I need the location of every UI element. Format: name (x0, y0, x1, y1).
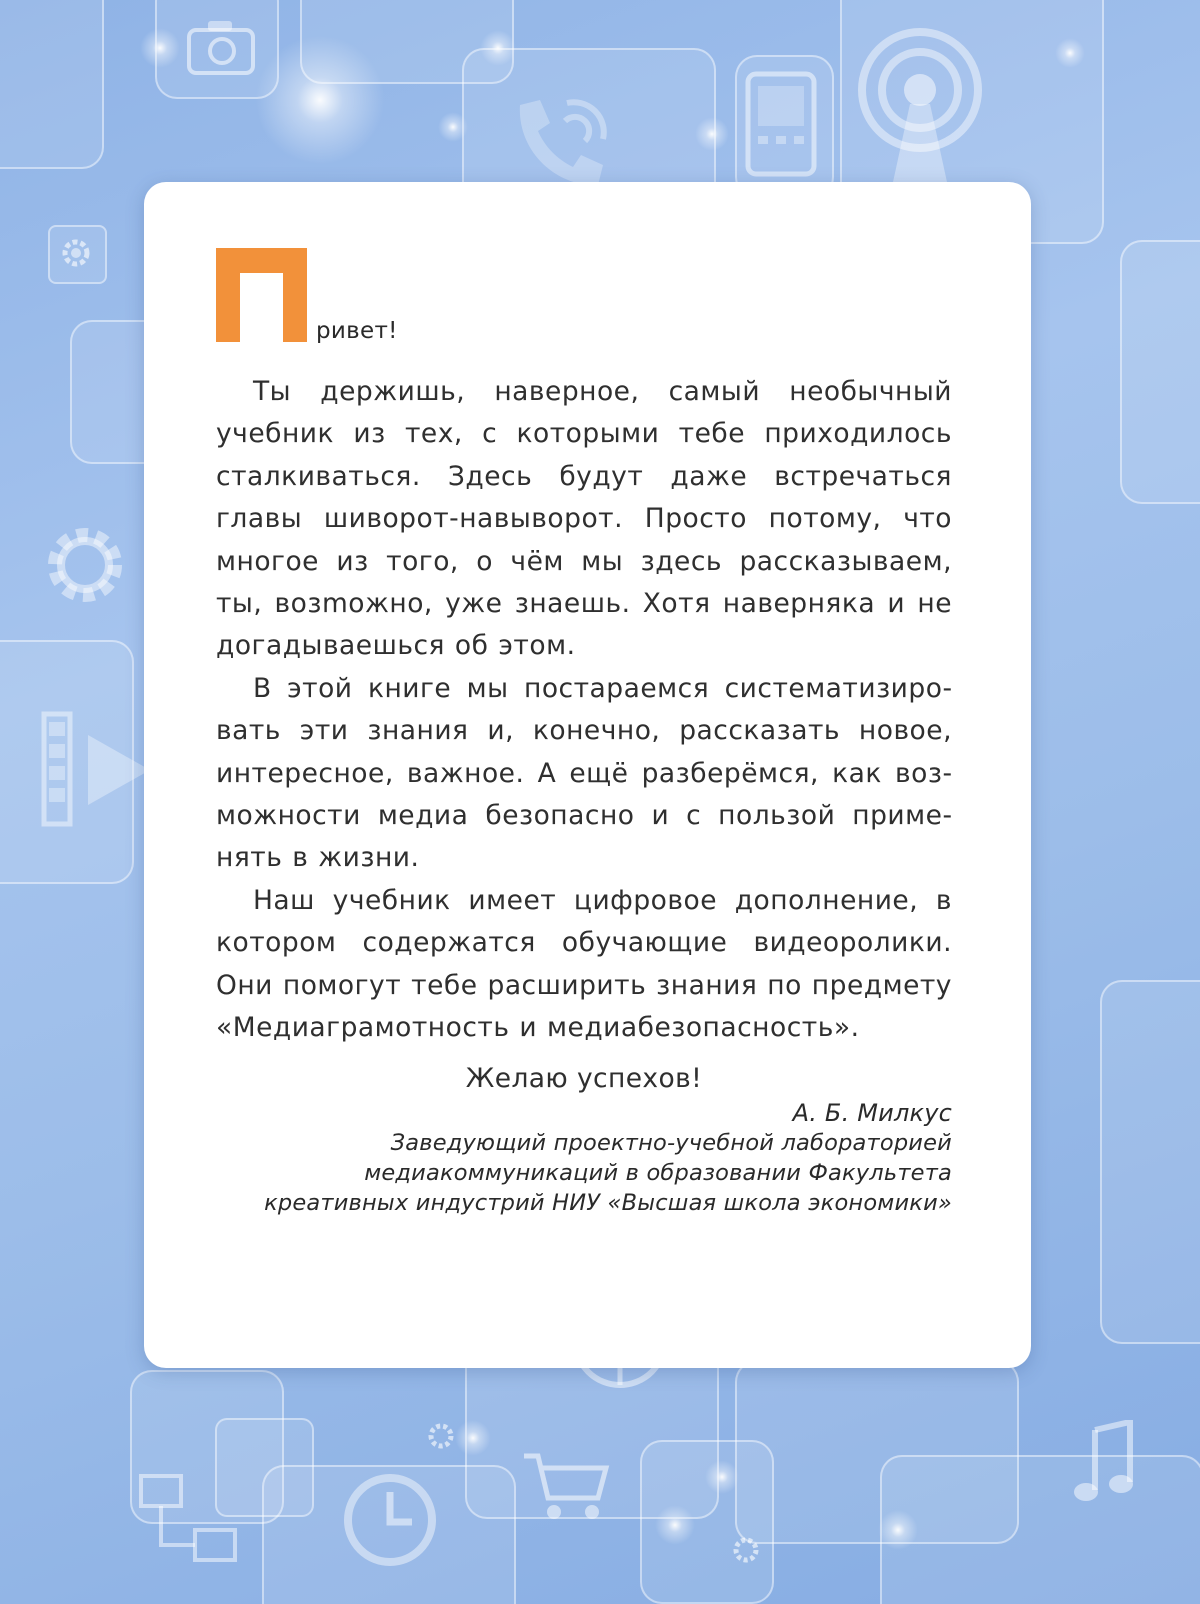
music-note-icon (1070, 1420, 1140, 1510)
bg-glow (255, 35, 385, 165)
author-position-line: креативных индустрий НИУ «Высшая школа экономики» (264, 1189, 952, 1216)
bg-glow (878, 1510, 918, 1550)
dropcap-letter-p (216, 248, 307, 342)
gear-icon (423, 1418, 459, 1454)
author-position-line: Заведующий проектно-учебной лабораторией (390, 1129, 952, 1156)
letter-card (144, 182, 1031, 1368)
mobile-phone-icon (742, 70, 822, 180)
bg-tile (1100, 980, 1200, 1344)
paragraph: Ты держишь, наверное, самый необычный учебник из тех, с которыми тебе приходилось сталкиваться. Здесь будут даже встречаться главы шиворот-навыворот. Просто потому, что многое из того, о чём мы здесь рассказываем, ты, возmожно, уже знаешь. Хотя наверняка и не догадываешься об этом. (216, 376, 952, 662)
shopping-cart-icon (520, 1450, 610, 1525)
video-film-icon (40, 710, 160, 830)
bg-glow (455, 1420, 491, 1456)
bg-glow (705, 1460, 739, 1494)
paragraph: В этой книге мы постараемся систематизировать эти знания и, конечно, рассказать новое, интересное, важное. А ещё разберёмся, как возможности медиа безопасно и с пользой применять в жизни. (216, 672, 952, 874)
bg-glow (655, 1505, 695, 1545)
bg-glow (140, 28, 180, 68)
greeting-text: ривет! (316, 318, 398, 344)
letter-content (216, 248, 952, 1218)
computer-network-icon (135, 1470, 245, 1580)
bg-glow (1055, 38, 1085, 68)
gear-icon (40, 520, 130, 610)
camera-icon (186, 18, 256, 76)
letter-body (216, 371, 952, 1050)
bg-tile (0, 0, 104, 169)
closing-wish: Желаю успехов! (465, 1062, 703, 1094)
bg-glow (695, 117, 729, 151)
signature (216, 1098, 952, 1218)
bg-tile (1120, 240, 1200, 504)
greeting (216, 248, 952, 356)
bg-tile (880, 1455, 1200, 1604)
bg-glow (480, 30, 516, 66)
clock-icon (340, 1470, 440, 1570)
bg-glow (438, 112, 468, 142)
gear-icon (728, 1532, 764, 1568)
author-name: А. Б. Милкус (792, 1098, 952, 1127)
dropcap-notch (240, 273, 283, 342)
author-position-line: медиакоммуникаций в образовании Факультета (364, 1159, 952, 1186)
gear-icon (56, 233, 96, 273)
phone-icon (505, 95, 615, 190)
paragraph: Наш учебник имеет цифровое дополнение, в котором содержатся обучающие видеоролики. Они помогут тебе расширить знания по предмету «Медиаграмотность и медиабезопасность». (216, 884, 952, 1044)
